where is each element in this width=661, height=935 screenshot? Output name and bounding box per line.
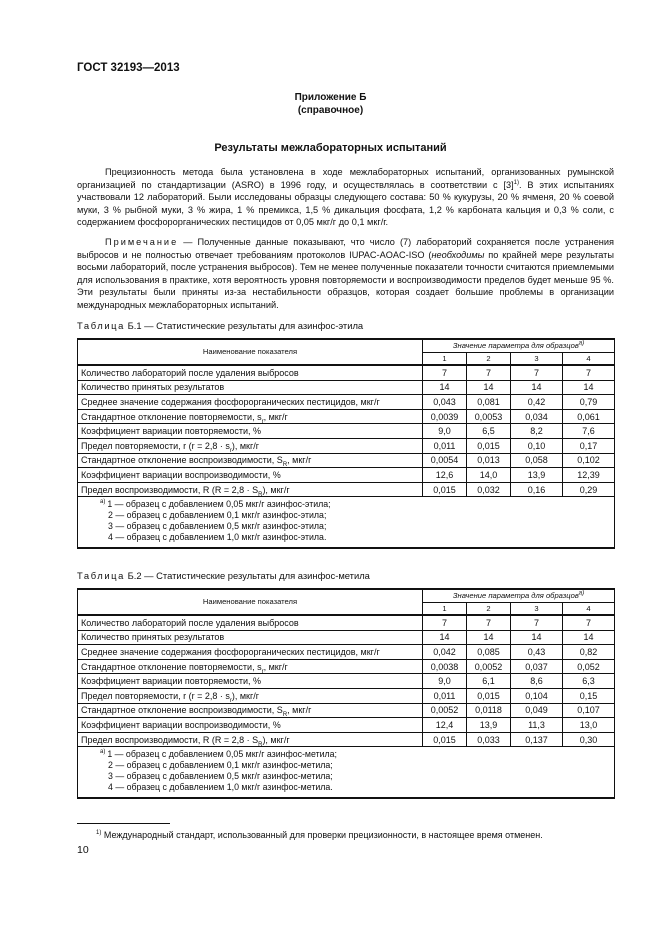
row-label-cell [78, 468, 423, 483]
row-label: Коэффициент вариации воспроизводимости, % [81, 469, 281, 480]
value-cell: 0,043 [423, 395, 467, 410]
value-cell: 0,10 [511, 438, 563, 453]
table2-label: Таблица [77, 570, 125, 581]
footnote-ref: 1) [513, 179, 519, 186]
header-group-sup: а) [578, 590, 585, 597]
page-footnote-text: Международный стандарт, использованный для проверки прецизионности, в настоящее время отменен. [101, 830, 543, 840]
value-cell: 0,0039 [423, 409, 467, 424]
value-cell: 0,052 [563, 659, 615, 674]
results-table-methyl [77, 588, 615, 799]
row-label-cell [78, 703, 423, 718]
value-cell: 8,2 [511, 424, 563, 439]
table2-caption [77, 570, 370, 581]
table-row [78, 409, 615, 424]
table-footnote-text: 3 — образец с добавлением 0,5 мкг/г азинфос-этила; [108, 521, 327, 532]
table-footnote-marker: а) [100, 749, 106, 756]
row-label-cell [78, 718, 423, 733]
value-cell: 0,013 [467, 453, 511, 468]
value-cell: 0,15 [563, 688, 615, 703]
row-label: Количество принятых результатов [81, 382, 225, 393]
value-cell: 0,16 [511, 482, 563, 497]
value-cell: 0,17 [563, 438, 615, 453]
sample-number-cell: 4 [563, 353, 615, 366]
value-cell: 0,049 [511, 703, 563, 718]
table-row [78, 659, 615, 674]
table-row [78, 482, 615, 497]
table2-caption-text: — Статистические результаты для азинфос-метила [141, 570, 370, 581]
para2-italic: необходимы [431, 249, 485, 260]
table-footnote-line [108, 521, 611, 532]
table-header-row [78, 339, 615, 353]
row-label-tail: , мкг/г [263, 411, 288, 422]
standard-header: ГОСТ 32193—2013 [77, 62, 180, 74]
row-label-subscript: r [229, 447, 232, 454]
value-cell: 0,30 [563, 732, 615, 747]
table-row [78, 453, 615, 468]
row-label: Стандартное отклонение воспроизводимости, S [81, 455, 283, 466]
table-footnote-text: 1 — образец с добавлением 0,05 мкг/г азинфос-метила; [107, 749, 337, 760]
results-table-ethyl [77, 338, 615, 549]
value-cell: 11,3 [511, 718, 563, 733]
row-label-subscript: R [282, 712, 288, 719]
row-label-cell [78, 732, 423, 747]
value-cell: 0,42 [511, 395, 563, 410]
value-cell: 12,4 [423, 718, 467, 733]
value-cell: 8,6 [511, 674, 563, 689]
value-cell: 12,39 [563, 468, 615, 483]
row-label-subscript: R [282, 462, 288, 469]
row-label-cell [78, 438, 423, 453]
table-row [78, 688, 615, 703]
value-cell: 0,061 [563, 409, 615, 424]
table-row [78, 630, 615, 645]
value-cell: 7,6 [563, 424, 615, 439]
header-name-cell: Наименование показателя [78, 339, 423, 365]
row-label: Предел повторяемости, r (r = 2,8 · s [81, 440, 230, 451]
table-row [78, 674, 615, 689]
row-label-cell [78, 453, 423, 468]
table-row [78, 468, 615, 483]
value-cell: 6,5 [467, 424, 511, 439]
page-footnote [96, 830, 543, 840]
value-cell: 0,137 [511, 732, 563, 747]
value-cell: 12,6 [423, 468, 467, 483]
row-label: Предел воспроизводимости, R (R = 2,8 · S [81, 484, 259, 495]
row-label-subscript: R [258, 741, 263, 748]
value-cell: 0,015 [423, 732, 467, 747]
row-label-cell [78, 409, 423, 424]
table-footnote-line [100, 499, 611, 510]
value-cell: 0,43 [511, 645, 563, 660]
row-label: Предел повторяемости, r (r = 2,8 · s [81, 690, 230, 701]
table-header-row [78, 589, 615, 603]
table-footnote-line [108, 532, 611, 543]
value-cell: 0,032 [467, 482, 511, 497]
table-row [78, 365, 615, 380]
table1-caption [77, 320, 363, 331]
para1-text-a: Прецизионность метода была установлена в ходе межлабораторных испытаний, организованных румынской организацией по стандартизации (ASRO) в 1996 году, и осуществлялась в соответствии с [3] [77, 167, 614, 190]
table-row [78, 645, 615, 660]
table-footnote-cell [78, 747, 615, 799]
header-group-sup: а) [578, 340, 585, 347]
table-footnote-text: 4 — образец с добавлением 1,0 мкг/г азинфос-этила. [108, 532, 327, 543]
row-label: Среднее значение содержания фосфорорганических пестицидов, мкг/г [81, 646, 380, 657]
appendix-title: Приложение Б [294, 92, 367, 103]
table-footnote-line [108, 510, 611, 521]
table-footnote-row [78, 497, 615, 549]
table-row [78, 424, 615, 439]
value-cell: 14,0 [467, 468, 511, 483]
value-cell: 14 [467, 380, 511, 395]
table-row [78, 615, 615, 630]
header-name-cell: Наименование показателя [78, 589, 423, 615]
table-footnote-line [100, 749, 611, 760]
row-label-cell [78, 380, 423, 395]
row-label-tail: ), мкг/г [231, 440, 260, 451]
para2-text-a: — Полученные данные показывают, что число (7) лабораторий сохраняется после устранения выбросов и не полностью отвечает требованиям протоколов IUPAC-AOAC-ISO ( [77, 237, 614, 260]
appendix-heading [0, 91, 661, 117]
sample-number-cell: 3 [511, 603, 563, 616]
row-label: Стандартное отклонение повторяемости, s [81, 661, 262, 672]
value-cell: 0,033 [467, 732, 511, 747]
row-label-cell [78, 424, 423, 439]
value-cell: 7 [467, 365, 511, 380]
row-label-tail: ), мкг/г [262, 484, 290, 495]
table-footnote-row [78, 747, 615, 799]
header-group-cell [423, 339, 615, 353]
table1-caption-text: — Статистические результаты для азинфос-этила [141, 320, 364, 331]
row-label-cell [78, 365, 423, 380]
value-cell: 14 [563, 380, 615, 395]
row-label-tail: , мкг/г [263, 661, 288, 672]
row-label-cell [78, 674, 423, 689]
value-cell: 7 [511, 615, 563, 630]
value-cell: 7 [423, 615, 467, 630]
row-label-subscript: r [229, 697, 232, 704]
sample-number-cell: 3 [511, 353, 563, 366]
value-cell: 7 [563, 615, 615, 630]
value-cell: 0,015 [423, 482, 467, 497]
table-row [78, 438, 615, 453]
header-group-text: Значение параметра для образцов [452, 591, 579, 600]
page-footnote-marker: 1) [96, 830, 102, 836]
value-cell: 0,058 [511, 453, 563, 468]
row-label: Количество лабораторий после удаления выбросов [81, 617, 299, 628]
paragraph-precision [77, 166, 614, 229]
footnote-divider [77, 823, 170, 824]
table-footnote-text: 1 — образец с добавлением 0,05 мкг/г азинфос-этила; [107, 499, 331, 510]
table-footnote-text: 2 — образец с добавлением 0,1 мкг/г азинфос-этила; [108, 510, 327, 521]
value-cell: 13,0 [563, 718, 615, 733]
value-cell: 7 [511, 365, 563, 380]
value-cell: 0,0052 [423, 703, 467, 718]
value-cell: 0,0038 [423, 659, 467, 674]
row-label: Коэффициент вариации воспроизводимости, % [81, 719, 281, 730]
table1-number: Б.1 [127, 320, 142, 331]
value-cell: 13,9 [511, 468, 563, 483]
row-label: Стандартное отклонение повторяемости, s [81, 411, 262, 422]
row-label: Коэффициент вариации повторяемости, % [81, 426, 262, 437]
value-cell: 0,081 [467, 395, 511, 410]
value-cell: 9,0 [423, 674, 467, 689]
value-cell: 7 [423, 365, 467, 380]
table-footnote-cell [78, 497, 615, 549]
row-label: Количество принятых результатов [81, 632, 225, 643]
sample-number-cell: 1 [423, 603, 467, 616]
appendix-subtitle: (справочное) [297, 105, 364, 116]
row-label-cell [78, 395, 423, 410]
table-footnote-text: 4 — образец с добавлением 1,0 мкг/г азинфос-метила. [108, 782, 333, 793]
value-cell: 0,79 [563, 395, 615, 410]
row-label-subscript: r [261, 668, 264, 675]
row-label: Коэффициент вариации повторяемости, % [81, 676, 262, 687]
row-label-cell [78, 688, 423, 703]
value-cell: 14 [467, 630, 511, 645]
row-label: Предел воспроизводимости, R (R = 2,8 · S [81, 734, 259, 745]
page-number: 10 [77, 844, 89, 856]
table2-number: Б.2 [127, 570, 142, 581]
table-row [78, 732, 615, 747]
table-row [78, 380, 615, 395]
value-cell: 0,0053 [467, 409, 511, 424]
table1-label: Таблица [77, 320, 125, 331]
section-title: Результаты межлабораторных испытаний [214, 142, 447, 154]
value-cell: 0,042 [423, 645, 467, 660]
table-footnote-marker: а) [100, 499, 106, 506]
value-cell: 14 [511, 380, 563, 395]
row-label-cell [78, 615, 423, 630]
value-cell: 0,085 [467, 645, 511, 660]
value-cell: 6,3 [563, 674, 615, 689]
value-cell: 13,9 [467, 718, 511, 733]
value-cell: 0,015 [467, 688, 511, 703]
header-group-cell [423, 589, 615, 603]
sample-number-cell: 4 [563, 603, 615, 616]
sample-number-cell: 1 [423, 353, 467, 366]
para2-text-b: по крайней мере результаты восьми лабораторий, после устранения выбросов). Тем не менее полученные показатели точности считаются приемлемыми для использования в практике, хотя вероятность уровня повторяемости и воспроизводимости пределов будет меньше 95 %. Эти результаты были приняты из-за нестабильности образцов, которая создает большие проблемы в организации международных межлабораторных испытаний. [77, 249, 614, 310]
value-cell: 9,0 [423, 424, 467, 439]
row-label: Количество лабораторий после удаления выбросов [81, 367, 299, 378]
row-label-tail: , мкг/г [287, 705, 312, 716]
value-cell: 7 [467, 615, 511, 630]
value-cell: 0,29 [563, 482, 615, 497]
value-cell: 0,011 [423, 438, 467, 453]
row-label-cell [78, 630, 423, 645]
note-label: Примечание [105, 237, 179, 247]
row-label-tail: ), мкг/г [262, 734, 290, 745]
value-cell: 14 [563, 630, 615, 645]
value-cell: 0,102 [563, 453, 615, 468]
value-cell: 0,107 [563, 703, 615, 718]
header-group-text: Значение параметра для образцов [452, 341, 579, 350]
value-cell: 14 [511, 630, 563, 645]
table-footnote-line [108, 771, 611, 782]
value-cell: 14 [423, 380, 467, 395]
table-row [78, 395, 615, 410]
table-footnote-text: 3 — образец с добавлением 0,5 мкг/г азинфос-метила; [108, 771, 333, 782]
row-label-cell [78, 482, 423, 497]
row-label: Среднее значение содержания фосфорорганических пестицидов, мкг/г [81, 396, 380, 407]
row-label: Стандартное отклонение воспроизводимости, S [81, 705, 283, 716]
value-cell: 0,104 [511, 688, 563, 703]
table-footnote-line [108, 782, 611, 793]
table-footnote-text: 2 — образец с добавлением 0,1 мкг/г азинфос-метила; [108, 760, 333, 771]
value-cell: 0,0052 [467, 659, 511, 674]
row-label-cell [78, 645, 423, 660]
value-cell: 0,034 [511, 409, 563, 424]
value-cell: 0,82 [563, 645, 615, 660]
sample-number-cell: 2 [467, 353, 511, 366]
row-label-subscript: r [261, 418, 264, 425]
paragraph-note [77, 236, 614, 312]
row-label-subscript: R [258, 491, 263, 498]
row-label-tail: , мкг/г [287, 455, 312, 466]
value-cell: 6,1 [467, 674, 511, 689]
value-cell: 14 [423, 630, 467, 645]
value-cell: 0,0118 [467, 703, 511, 718]
value-cell: 0,011 [423, 688, 467, 703]
para1-text-b: . В этих испытаниях участвовали 12 лабораторий. Были исследованы образцы следующего состава: 50 % кукурузы, 20 % ячменя, 20 % соевой муки, 3 % рыбной муки, 3 % жира, 1 % премикса, 1,5 % дикальция фосфата, 1,2 % карбоната кальция и 0,3 % соли, с содержанием фосфорорганических пестицидов от 0,05 мкг/г до 0,1 мкг/г. [77, 179, 614, 228]
sample-number-cell: 2 [467, 603, 511, 616]
value-cell: 0,0054 [423, 453, 467, 468]
row-label-tail: ), мкг/г [231, 690, 260, 701]
value-cell: 0,037 [511, 659, 563, 674]
value-cell: 7 [563, 365, 615, 380]
value-cell: 0,015 [467, 438, 511, 453]
table-footnote-line [108, 760, 611, 771]
table-row [78, 703, 615, 718]
table-row [78, 718, 615, 733]
row-label-cell [78, 659, 423, 674]
